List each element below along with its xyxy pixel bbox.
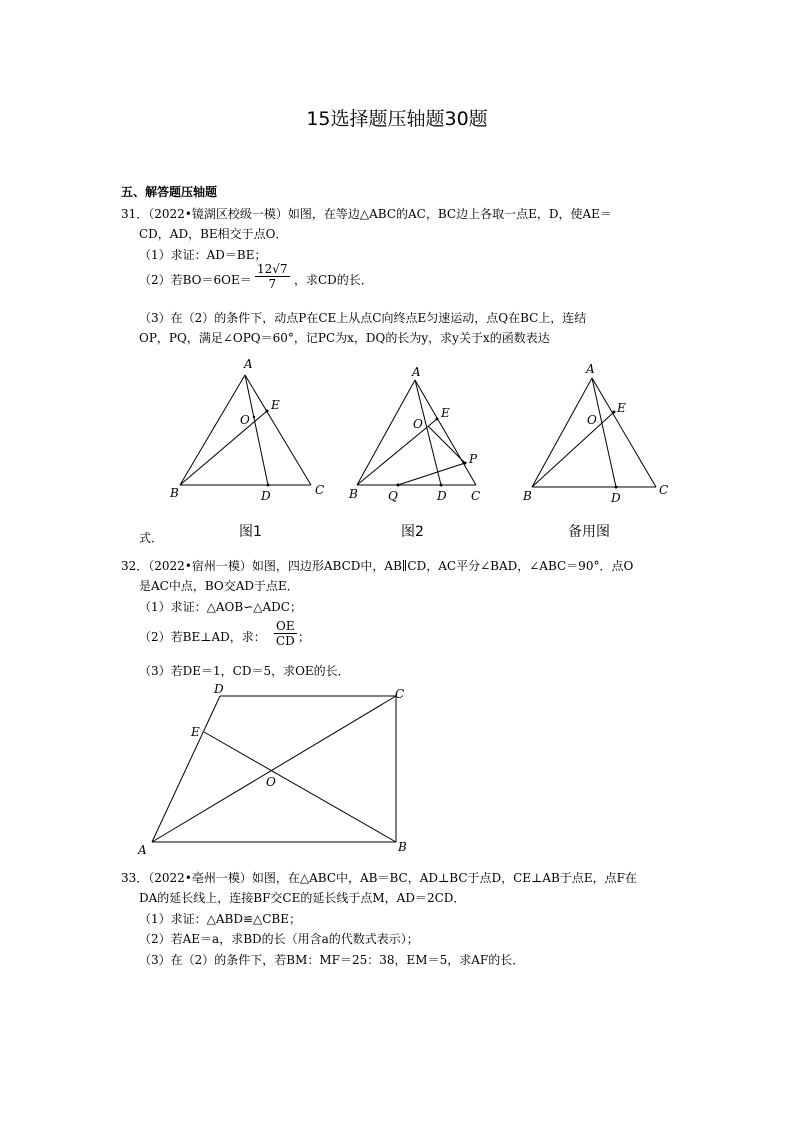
problem-32-part-2-tail: ； — [298, 630, 311, 644]
problem-32-part-2: （2）若BE⊥AD，求： — [139, 630, 266, 644]
problem-33-part-3: （3）在（2）的条件下，若BM：MF＝25：38，EM＝5，求AF的长． — [139, 953, 525, 967]
problem-31-line-2: CD，AD，BE相交于点O． — [139, 227, 288, 241]
page-title: 15选择题压轴题30题 — [306, 108, 488, 130]
label-C: C — [659, 483, 669, 497]
label-B: B — [523, 489, 532, 503]
problem-33-line-1: 33．（2022•亳州一模）如图，在△ABC中，AB＝BC，AD⊥BC于点D，CE⊥AB于点E，点F在 — [121, 871, 637, 885]
label-A: A — [586, 362, 595, 376]
problem-31-part-2: （2）若BO＝6OE＝ — [139, 273, 252, 287]
section-heading: 五、解答题压轴题 — [121, 185, 218, 199]
caption-figure-3: 备用图 — [568, 524, 610, 540]
figure-32 — [130, 680, 420, 864]
label-C: C — [471, 489, 481, 503]
label-Q: Q — [388, 489, 398, 503]
problem-31-part-1: （1）求证：AD＝BE； — [139, 248, 267, 262]
fraction-numerator: OE — [276, 619, 295, 633]
problem-31-fraction — [255, 262, 290, 291]
figure-31-2 — [343, 362, 493, 511]
label-B: B — [398, 840, 407, 854]
label-B: B — [349, 487, 358, 501]
problem-32-line-1: 32．（2022•宿州一模）如图，四边形ABCD中，AB∥CD，AC平分∠BAD，∠ABC＝90°．点O — [121, 559, 634, 573]
fraction-denominator: 7 — [268, 277, 277, 291]
problem-31-part-3-line-2: OP，PQ，满足∠OPQ＝60°，记PC为x，DQ的长为y，求y关于x的函数表达 — [139, 331, 550, 345]
figure-31-3 — [520, 360, 675, 509]
problem-32-part-1: （1）求证：△AOB∽△ADC； — [139, 600, 302, 614]
problem-31-part-3-line-1: （3）在（2）的条件下，动点P在CE上从点C向终点E匀速运动，点Q在BC上，连结 — [139, 311, 587, 325]
label-D: D — [437, 489, 447, 503]
problem-32-part-3: （3）若DE＝1，CD＝5，求OE的长． — [139, 664, 350, 678]
label-D: D — [611, 491, 621, 505]
label-E: E — [617, 401, 626, 415]
problem-32-line-2: 是AC中点，BO交AD于点E． — [139, 579, 299, 593]
label-P: P — [469, 452, 478, 466]
label-C: C — [315, 483, 325, 497]
label-C: C — [395, 687, 405, 701]
problem-33-part-2: （2）若AE＝a，求BD的长（用含a的代数式表示）； — [139, 932, 419, 946]
figure-31-1 — [168, 355, 328, 509]
caption-figure-1: 图1 — [239, 524, 262, 540]
label-O: O — [413, 417, 423, 431]
label-E: E — [271, 398, 280, 412]
label-E: E — [441, 406, 450, 420]
label-D: D — [261, 489, 271, 503]
label-A: A — [412, 365, 421, 379]
problem-33-part-1: （1）求证：△ABD≌△CBE； — [139, 912, 302, 926]
label-A: A — [138, 843, 147, 857]
label-O: O — [266, 775, 276, 789]
fraction-numerator: 12√7 — [257, 262, 288, 276]
label-O: O — [587, 413, 597, 427]
problem-31-line-1: 31．（2022•镜湖区校级一模）如图，在等边△ABC的AC，BC边上各取一点E，D，使AE＝ — [121, 207, 612, 221]
label-D: D — [214, 682, 224, 696]
problem-32-fraction — [274, 619, 297, 648]
problem-31-part-3-line-3: 式． — [139, 531, 164, 545]
fraction-denominator: CD — [275, 634, 295, 648]
label-A: A — [244, 357, 253, 371]
label-O: O — [240, 413, 250, 427]
problem-33-line-2: DA的延长线上，连接BF交CE的延长线于点M，AD＝2CD． — [139, 891, 466, 905]
caption-figure-2: 图2 — [401, 524, 424, 540]
label-B: B — [170, 486, 179, 500]
problem-31-part-2-tail: ，求CD的长． — [294, 273, 373, 287]
label-E: E — [191, 725, 200, 739]
